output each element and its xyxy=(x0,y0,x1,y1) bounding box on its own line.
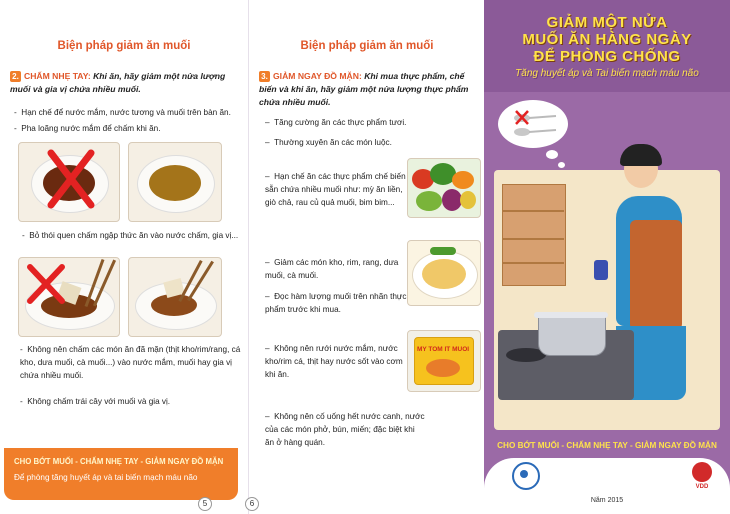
shelf-divider xyxy=(502,210,564,212)
bullet-text: Không nên chấm các món ăn đã mặn (thịt kho/rim/rang, cá kho, dưa muối, cà muối...) vào nước mắm, muối hay gia vị chứa nhiều muối. xyxy=(20,345,241,380)
slogan-banner xyxy=(4,448,238,500)
section-title: GIẢM NGAY ĐỒ MẶN: xyxy=(273,71,362,81)
item-text: Đọc hàm lượng muối trên nhãn thực phẩm trước khi mua. xyxy=(265,292,407,314)
kitchen-shelf xyxy=(502,184,566,286)
herbs xyxy=(430,247,456,255)
section-text: Khi mua thực phẩm, chế biến và khi ăn, hãy giảm một nửa lượng thực phẩm chứa nhiều muối. xyxy=(259,71,469,107)
left-bullet-4: - Không nên chấm các món ăn đã mặn (thịt kho/rim/rang, cá kho, dưa muối, cà muối...) vào nước mắm, muối hay gia vị chứa nhiều muối. xyxy=(20,345,241,380)
noodle-bowl xyxy=(426,359,460,377)
carrot xyxy=(452,171,474,189)
diluted-sauce-photo xyxy=(128,142,222,222)
middle-heading: Biện pháp giảm ăn muối xyxy=(300,40,434,52)
no-icon xyxy=(25,262,67,306)
mid-item-6: – Không nên rưới nước mắm, nước kho/rim cá, thịt hay nước sốt vào cơm khi ăn. xyxy=(265,344,403,379)
mid-item-3: – Hạn chế ăn các thực phẩm chế biến sẵn chứa nhiều muối như: mỳ ăn liền, giò chả, rau củ quả muối, bim bim... xyxy=(265,172,406,207)
item-text: Tăng cường ăn các thực phẩm tươi. xyxy=(274,118,407,127)
cover-panel xyxy=(484,0,730,514)
pot-rim xyxy=(534,312,608,318)
lettuce xyxy=(416,191,442,211)
section-number: 3. xyxy=(259,71,270,82)
chicken xyxy=(422,259,466,289)
banner-subtitle: Để phòng tăng huyết áp và tai biến mạch máu não xyxy=(14,473,198,482)
item-text: Thường xuyên ăn các món luộc. xyxy=(274,138,392,147)
spoon-icon xyxy=(512,108,560,142)
no-icon xyxy=(45,149,97,209)
boiled-chicken-photo xyxy=(407,240,481,306)
dipping-heavy-photo xyxy=(18,257,120,337)
shelf-divider xyxy=(502,262,564,264)
thought-dot xyxy=(558,162,565,168)
bullet-text: Hạn chế để nước mắm, nước tương và muối trên bàn ăn. xyxy=(21,108,231,117)
item-text: Không nên cố uống hết nước canh, nước của các món phở, bún, miến; đặc biệt khi ăn ở hàng quán. xyxy=(265,412,425,447)
mid-item-1: – Tăng cường ăn các thực phẩm tươi. xyxy=(265,118,407,127)
eggplant xyxy=(442,189,462,211)
bullet-text: Không chấm trái cây với muối và gia vị. xyxy=(27,397,171,406)
bullet-text: Pha loãng nước mắm để chấm khi ăn. xyxy=(21,124,161,133)
mid-item-2: – Thường xuyên ăn các món luộc. xyxy=(265,138,392,147)
item-text: Không nên rưới nước mắm, nước kho/rim cá, thịt hay nước sốt vào cơm khi ăn. xyxy=(265,344,403,379)
left-bullet-5: - Không chấm trái cây với muối và gia vị. xyxy=(20,397,171,406)
cooking-pot xyxy=(538,314,606,356)
dark-sauce-photo xyxy=(18,142,120,222)
vdd-logo xyxy=(692,462,712,482)
cover-title-line3: ĐỂ PHÒNG CHỐNG xyxy=(533,48,681,65)
section-2-intro xyxy=(10,70,242,96)
mid-item-5: – Đọc hàm lượng muối trên nhãn thực phẩm trước khi mua. xyxy=(265,292,407,314)
cover-title-line2: MUỐI ĂN HÀNG NGÀY xyxy=(522,31,692,48)
cover-subtitle: Tăng huyết áp và Tai biến mạch máu não xyxy=(515,68,699,79)
bullet-text: Bỏ thói quen chấm ngập thức ăn vào nước chấm, gia vị... xyxy=(29,231,239,240)
vegetables-photo xyxy=(407,158,481,218)
woman-hair xyxy=(620,144,662,166)
item-text: Hạn chế ăn các thực phẩm chế biến sẵn chứa nhiều muối như: mỳ ăn liền, giò chả, rau củ quả muối, bim bim... xyxy=(265,172,406,207)
woman-apron xyxy=(630,220,682,330)
cover-slogan: CHO BỚT MUỐI - CHẤM NHẸ TAY - GIẢM NGAY ĐỒ MẶN xyxy=(497,441,717,450)
cover-title-line1: GIẢM MỘT NỬA xyxy=(546,14,668,31)
section-text: Khi ăn, hãy giảm một nửa lượng muối và gia vị chứa nhiều muối. xyxy=(10,71,226,94)
mid-item-4: – Giảm các món kho, rim, rang, dưa muối, cà muối. xyxy=(265,258,399,280)
left-panel xyxy=(0,0,248,514)
left-bullet-2: - Pha loãng nước mắm để chấm khi ăn. xyxy=(14,124,161,133)
pepper xyxy=(460,191,476,209)
logo-center xyxy=(520,470,528,478)
left-bullet-1: - Hạn chế để nước mắm, nước tương và muối trên bàn ăn. xyxy=(14,108,231,117)
diluted-sauce xyxy=(149,165,201,201)
noodle-pack-photo xyxy=(407,330,481,392)
cover-year: Năm 2015 xyxy=(590,497,624,504)
thought-dot xyxy=(546,150,558,159)
section-number: 2. xyxy=(10,71,21,82)
middle-panel xyxy=(248,0,485,514)
dipping-light-photo xyxy=(128,257,222,337)
page-number: 6 xyxy=(245,497,259,511)
item-text: Giảm các món kho, rim, rang, dưa muối, cà muối. xyxy=(265,258,399,280)
vdd-logo-text: VDD xyxy=(695,484,709,490)
salt-shaker xyxy=(594,260,608,280)
banner-slogan: CHO BỚT MUỐI - CHẤM NHẸ TAY - GIẢM NGAY ĐỒ MẶN xyxy=(14,457,224,466)
section-title: CHẤM NHẸ TAY: xyxy=(24,71,91,81)
page-number: 5 xyxy=(198,497,212,511)
left-bullet-3: - Bỏ thói quen chấm ngập thức ăn vào nước chấm, gia vị... xyxy=(22,231,239,240)
noodle-pack-label: MY TOM IT MUOI xyxy=(416,346,470,353)
shelf-divider xyxy=(502,238,564,240)
section-3-intro xyxy=(259,70,481,109)
mid-item-7: – Không nên cố uống hết nước canh, nước của các món phở, bún, miến; đặc biệt khi ăn ở hàng quán. xyxy=(265,412,425,447)
left-heading: Biện pháp giảm ăn muối xyxy=(57,40,191,52)
